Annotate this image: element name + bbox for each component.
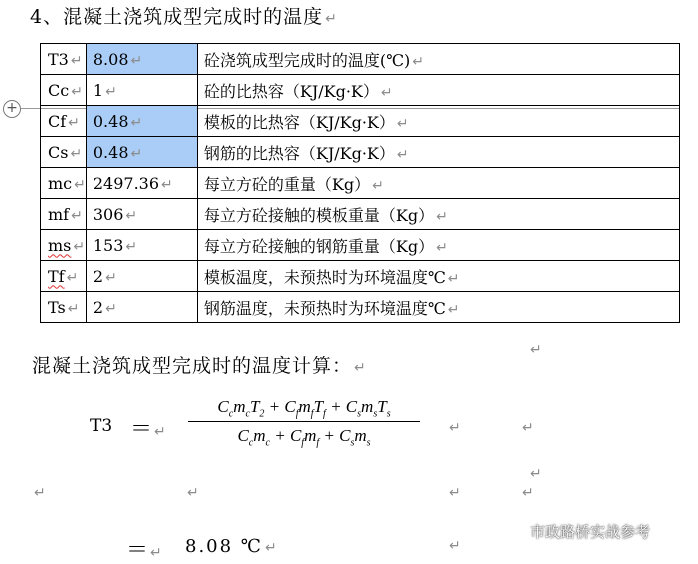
formula-lhs: T3 [90, 416, 113, 436]
cell-end-mark: ↵ [130, 52, 143, 69]
cell-end-mark: ↵ [74, 176, 86, 193]
symbol-cell-text: mc [48, 173, 73, 193]
cell-end-mark: ↵ [530, 342, 542, 358]
paragraph-mark: ↵ [187, 485, 199, 501]
cell-end-mark: ↵ [105, 83, 117, 100]
cell-end-mark: ↵ [447, 301, 460, 318]
symbol-cell-text: Cf [48, 111, 67, 131]
result-value: 8.08 ℃ ↵ [185, 536, 279, 557]
cell-end-mark: ↵ [436, 208, 448, 225]
cell-end-mark: ↵ [70, 145, 83, 162]
cell-end-mark: ↵ [447, 270, 460, 287]
cell-end-mark: ↵ [380, 84, 393, 101]
cell-end-mark: ↵ [161, 176, 173, 193]
table-row [41, 44, 680, 75]
cell-end-mark: ↵ [449, 485, 461, 501]
wechat-icon [504, 522, 526, 538]
table-row [41, 168, 680, 199]
symbol-cell-text: T3 [48, 49, 69, 69]
paragraph-mark: ↵ [154, 424, 166, 440]
description-cell-text: 每立方砼接触的钢筋重量（Kg） [203, 236, 435, 256]
value-cell-text: 2 [92, 297, 104, 317]
value-cell[interactable] [86, 44, 197, 75]
cell-end-mark: ↵ [105, 300, 117, 317]
symbol-cell-text: mf [48, 204, 70, 224]
paragraph-mark: ↵ [354, 360, 367, 376]
description-cell-text: 砼的比热容（KJ/Kg·K） [203, 81, 379, 101]
cell-end-mark: ↵ [125, 238, 138, 255]
paragraph-mark: ↵ [264, 540, 279, 556]
description-cell-text: 模板的比热容（KJ/Kg·K） [203, 112, 395, 132]
cell-end-mark: ↵ [130, 114, 143, 131]
symbol-cell[interactable] [41, 292, 87, 323]
symbol-cell[interactable] [41, 261, 87, 292]
cell-end-mark: ↵ [125, 207, 138, 224]
value-cell-text: 0.48 [92, 142, 129, 162]
table-row [41, 292, 680, 323]
description-cell[interactable] [197, 261, 679, 292]
symbol-cell[interactable] [41, 137, 87, 168]
cell-end-mark: ↵ [130, 145, 143, 162]
formula-denominator: $C_cm_c + C_fm_f + C_sm_s$ [237, 426, 371, 449]
description-cell[interactable] [197, 292, 679, 323]
watermark: 市政路桥实战参考 [508, 521, 650, 542]
description-cell[interactable] [197, 137, 679, 168]
calculation-title: 混凝土浇筑成型完成时的温度计算： ↵ [32, 355, 367, 377]
formula-numerator: $C_cm_cT_2 + C_fm_fT_f + C_sm_sT_s$ [188, 397, 420, 422]
cell-end-mark: ↵ [530, 466, 542, 482]
description-cell[interactable] [197, 168, 679, 199]
value-cell-text: 153 [92, 235, 124, 255]
symbol-cell[interactable] [41, 75, 87, 106]
symbol-cell-text: Tf [48, 266, 65, 286]
symbol-cell[interactable] [41, 168, 87, 199]
cell-end-mark: ↵ [73, 238, 86, 255]
table-row [41, 230, 680, 261]
description-cell[interactable] [197, 199, 679, 230]
symbol-cell-text: Cc [48, 80, 70, 100]
cell-end-mark: ↵ [522, 485, 534, 501]
cell-end-mark: ↵ [70, 52, 83, 69]
value-cell[interactable] [86, 137, 197, 168]
symbol-cell[interactable] [41, 106, 87, 137]
description-cell[interactable] [197, 44, 679, 75]
table-row [41, 261, 680, 292]
table-row [41, 199, 680, 230]
description-cell-text: 每立方砼接触的模板重量（Kg） [203, 205, 435, 225]
cell-end-mark: ↵ [449, 538, 461, 554]
symbol-cell[interactable] [41, 199, 87, 230]
paragraph-mark: ↵ [325, 11, 338, 27]
value-cell[interactable] [86, 106, 197, 137]
result-equals: ＝ ↵ [126, 538, 162, 563]
cell-end-mark: ↵ [396, 146, 409, 163]
cell-end-mark: ↵ [372, 177, 384, 194]
symbol-cell-text: Ts [48, 297, 66, 317]
value-cell[interactable] [86, 199, 197, 230]
cell-end-mark: ↵ [66, 269, 79, 286]
symbol-cell-text: ms [48, 235, 72, 255]
section-heading: 4、混凝土浇筑成型完成时的温度 ↵ [30, 6, 338, 28]
cell-end-mark: ↵ [396, 115, 409, 132]
value-cell[interactable] [86, 75, 197, 106]
parameter-table [40, 43, 680, 323]
cell-end-mark: ↵ [105, 269, 117, 286]
description-cell-text: 钢筋的比热容（KJ/Kg·K） [203, 143, 395, 163]
description-cell[interactable] [197, 230, 679, 261]
formula-equals: ＝ ↵ [130, 417, 166, 442]
value-cell[interactable] [86, 230, 197, 261]
table-row [41, 75, 680, 106]
value-cell[interactable] [86, 261, 197, 292]
value-cell-text: 2 [92, 266, 104, 286]
description-cell-text: 钢筋温度，未预热时为环境温度℃ [203, 298, 446, 318]
value-cell-text: 0.48 [92, 111, 129, 131]
description-cell[interactable] [197, 106, 679, 137]
table-move-handle-icon[interactable]: + [3, 100, 21, 118]
cell-end-mark: ↵ [449, 420, 461, 436]
paragraph-mark: ↵ [150, 545, 162, 561]
value-cell-text: 1 [92, 80, 104, 100]
description-cell-text: 每立方砼的重量（Kg） [203, 174, 371, 194]
value-cell-text: 8.08 [92, 49, 129, 69]
formula-fraction [188, 397, 420, 449]
cell-end-mark: ↵ [71, 83, 83, 100]
cell-end-mark: ↵ [71, 207, 83, 224]
description-cell[interactable] [197, 75, 679, 106]
cell-end-mark: ↵ [68, 114, 80, 131]
value-cell-text: 306 [92, 204, 124, 224]
cell-end-mark: ↵ [436, 239, 448, 256]
value-cell[interactable] [86, 168, 197, 199]
table-row [41, 137, 680, 168]
cell-end-mark: ↵ [67, 300, 80, 317]
paragraph-mark: ↵ [34, 485, 46, 501]
value-cell[interactable] [86, 292, 197, 323]
cell-end-mark: ↵ [412, 53, 424, 70]
value-cell-text: 2497.36 [92, 173, 160, 193]
description-cell-text: 砼浇筑成型完成时的温度(℃) [203, 50, 411, 70]
symbol-cell-text: Cs [48, 142, 69, 162]
table-row [41, 106, 680, 137]
description-cell-text: 模板温度，未预热时为环境温度℃ [203, 267, 446, 287]
symbol-cell[interactable] [41, 230, 87, 261]
cell-end-mark: ↵ [522, 420, 534, 436]
symbol-cell[interactable] [41, 44, 87, 75]
